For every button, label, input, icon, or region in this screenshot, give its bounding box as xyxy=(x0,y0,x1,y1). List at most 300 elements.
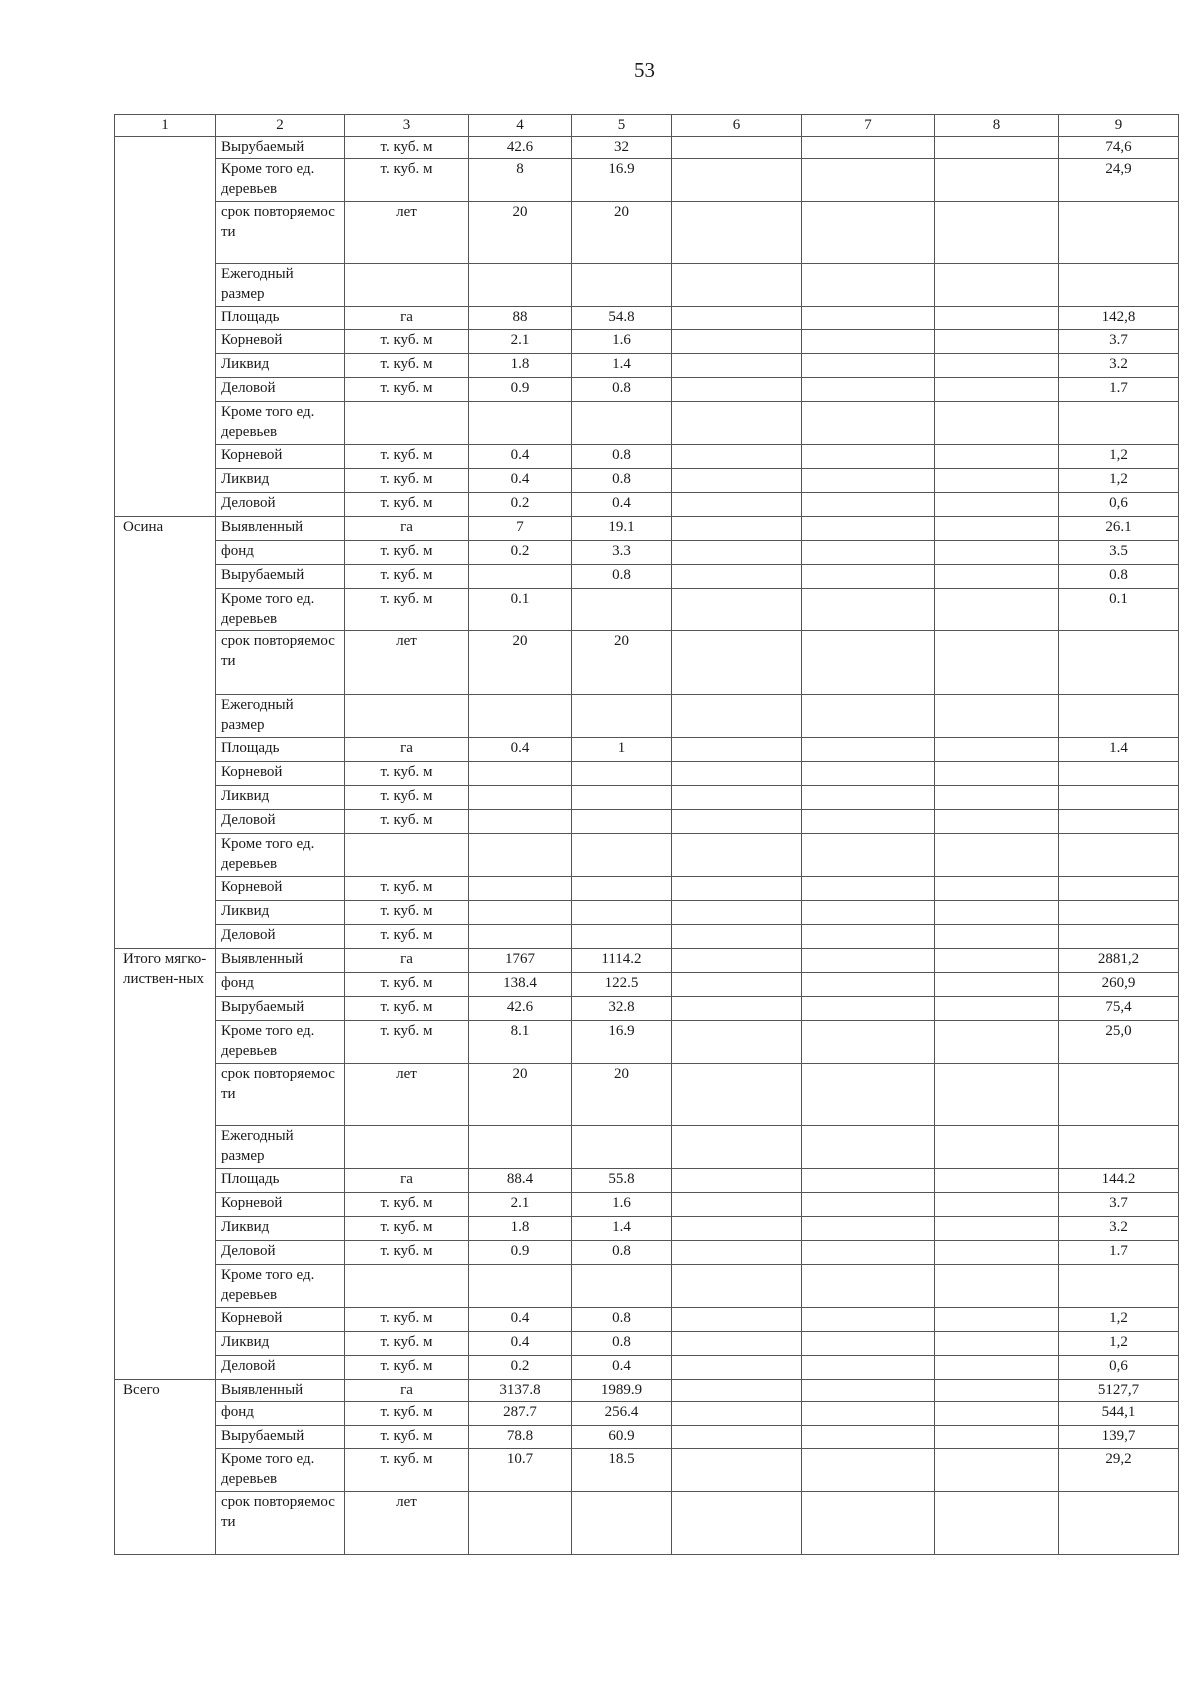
empty-col-7 xyxy=(802,901,935,925)
row-label: Кроме того ед. деревьев xyxy=(216,1449,345,1492)
empty-col-8 xyxy=(935,877,1059,901)
empty-col-8 xyxy=(935,810,1059,834)
value-col-4: 88 xyxy=(469,307,572,330)
empty-col-8 xyxy=(935,1356,1059,1380)
value-col-4: 88.4 xyxy=(469,1169,572,1193)
table-row xyxy=(115,541,1179,565)
unit-cell: т. куб. м xyxy=(345,378,469,402)
row-label: Вырубаемый xyxy=(216,137,345,159)
value-col-4: 1.8 xyxy=(469,1217,572,1241)
table-row xyxy=(115,997,1179,1021)
value-col-4: 138.4 xyxy=(469,973,572,997)
empty-col-8 xyxy=(935,1332,1059,1356)
value-col-9 xyxy=(1059,202,1179,264)
empty-col-7 xyxy=(802,631,935,695)
column-header: 2 xyxy=(216,115,345,137)
unit-cell: т. куб. м xyxy=(345,877,469,901)
value-col-9 xyxy=(1059,402,1179,445)
empty-col-6 xyxy=(672,1217,802,1241)
empty-col-8 xyxy=(935,402,1059,445)
empty-col-6 xyxy=(672,202,802,264)
value-col-4: 0.9 xyxy=(469,378,572,402)
unit-cell: т. куб. м xyxy=(345,810,469,834)
table-row xyxy=(115,307,1179,330)
empty-col-8 xyxy=(935,565,1059,589)
empty-col-8 xyxy=(935,202,1059,264)
unit-cell: т. куб. м xyxy=(345,925,469,949)
empty-col-7 xyxy=(802,493,935,517)
empty-col-8 xyxy=(935,469,1059,493)
unit-cell xyxy=(345,264,469,307)
table-row xyxy=(115,973,1179,997)
table-row xyxy=(115,1356,1179,1380)
value-col-4: 0.4 xyxy=(469,445,572,469)
value-col-4 xyxy=(469,1265,572,1308)
table-row xyxy=(115,925,1179,949)
empty-col-6 xyxy=(672,378,802,402)
value-col-9 xyxy=(1059,786,1179,810)
empty-col-6 xyxy=(672,1402,802,1426)
unit-cell: т. куб. м xyxy=(345,1332,469,1356)
value-col-9: 29,2 xyxy=(1059,1449,1179,1492)
empty-col-8 xyxy=(935,307,1059,330)
table-row xyxy=(115,762,1179,786)
value-col-9: 3.5 xyxy=(1059,541,1179,565)
row-label: Кроме того ед. деревьев xyxy=(216,402,345,445)
empty-col-6 xyxy=(672,810,802,834)
value-col-9: 139,7 xyxy=(1059,1426,1179,1449)
value-col-4: 0.4 xyxy=(469,1308,572,1332)
empty-col-6 xyxy=(672,877,802,901)
empty-col-7 xyxy=(802,589,935,631)
value-col-5: 1.4 xyxy=(572,1217,672,1241)
row-label: Деловой xyxy=(216,378,345,402)
unit-cell: т. куб. м xyxy=(345,1193,469,1217)
empty-col-6 xyxy=(672,949,802,973)
value-col-9: 0,6 xyxy=(1059,1356,1179,1380)
unit-cell xyxy=(345,1126,469,1169)
row-label: срок повторяемос ти xyxy=(216,1064,345,1126)
row-label: Кроме того ед. деревьев xyxy=(216,159,345,202)
empty-col-8 xyxy=(935,1193,1059,1217)
value-col-5: 20 xyxy=(572,1064,672,1126)
empty-col-6 xyxy=(672,517,802,541)
empty-col-7 xyxy=(802,402,935,445)
value-col-9 xyxy=(1059,631,1179,695)
value-col-9: 1.4 xyxy=(1059,738,1179,762)
value-col-9: 26.1 xyxy=(1059,517,1179,541)
row-label: Выявленный xyxy=(216,949,345,973)
empty-col-8 xyxy=(935,1308,1059,1332)
empty-col-6 xyxy=(672,1241,802,1265)
empty-col-7 xyxy=(802,1064,935,1126)
empty-col-7 xyxy=(802,1449,935,1492)
empty-col-7 xyxy=(802,1241,935,1265)
row-label: Выявленный xyxy=(216,517,345,541)
empty-col-7 xyxy=(802,1265,935,1308)
empty-col-6 xyxy=(672,354,802,378)
table-row xyxy=(115,631,1179,695)
value-col-4: 78.8 xyxy=(469,1426,572,1449)
table-row xyxy=(115,810,1179,834)
row-label: срок повторяемос ти xyxy=(216,1492,345,1555)
value-col-4 xyxy=(469,264,572,307)
row-label: Корневой xyxy=(216,1308,345,1332)
value-col-4 xyxy=(469,810,572,834)
table-row xyxy=(115,1021,1179,1064)
unit-cell: га xyxy=(345,949,469,973)
unit-cell: лет xyxy=(345,1492,469,1555)
column-number-row xyxy=(115,115,1179,137)
unit-cell: т. куб. м xyxy=(345,493,469,517)
empty-col-8 xyxy=(935,786,1059,810)
value-col-5 xyxy=(572,589,672,631)
row-label: Ежегодный размер xyxy=(216,264,345,307)
empty-col-7 xyxy=(802,1332,935,1356)
species-group-label: Всего xyxy=(115,1380,216,1555)
empty-col-8 xyxy=(935,1021,1059,1064)
value-col-9 xyxy=(1059,834,1179,877)
species-group-label: Осина xyxy=(115,517,216,949)
row-label: Ежегодный размер xyxy=(216,1126,345,1169)
table-row xyxy=(115,378,1179,402)
empty-col-6 xyxy=(672,738,802,762)
table-row xyxy=(115,159,1179,202)
table-row xyxy=(115,1241,1179,1265)
empty-col-8 xyxy=(935,695,1059,738)
value-col-4 xyxy=(469,877,572,901)
table-row xyxy=(115,738,1179,762)
unit-cell: т. куб. м xyxy=(345,469,469,493)
row-label: Площадь xyxy=(216,307,345,330)
unit-cell: т. куб. м xyxy=(345,1217,469,1241)
value-col-5: 20 xyxy=(572,631,672,695)
row-label: Ликвид xyxy=(216,786,345,810)
row-label: Кроме того ед. деревьев xyxy=(216,589,345,631)
unit-cell xyxy=(345,1265,469,1308)
empty-col-7 xyxy=(802,925,935,949)
value-col-9: 3.2 xyxy=(1059,354,1179,378)
table-row xyxy=(115,469,1179,493)
empty-col-7 xyxy=(802,695,935,738)
empty-col-6 xyxy=(672,1064,802,1126)
value-col-9: 2881,2 xyxy=(1059,949,1179,973)
empty-col-8 xyxy=(935,1402,1059,1426)
empty-col-6 xyxy=(672,695,802,738)
empty-col-8 xyxy=(935,1449,1059,1492)
value-col-5 xyxy=(572,1265,672,1308)
value-col-5: 32 xyxy=(572,137,672,159)
value-col-4: 7 xyxy=(469,517,572,541)
table-row xyxy=(115,786,1179,810)
unit-cell: т. куб. м xyxy=(345,330,469,354)
row-label: Ликвид xyxy=(216,1332,345,1356)
empty-col-7 xyxy=(802,1193,935,1217)
empty-col-8 xyxy=(935,1064,1059,1126)
value-col-4: 0.9 xyxy=(469,1241,572,1265)
row-label: Ликвид xyxy=(216,354,345,378)
value-col-4: 42.6 xyxy=(469,997,572,1021)
row-label: Корневой xyxy=(216,1193,345,1217)
table-row xyxy=(115,330,1179,354)
row-label: фонд xyxy=(216,973,345,997)
table-row xyxy=(115,1064,1179,1126)
empty-col-7 xyxy=(802,354,935,378)
value-col-9: 25,0 xyxy=(1059,1021,1179,1064)
value-col-4 xyxy=(469,925,572,949)
table-row xyxy=(115,1126,1179,1169)
empty-col-6 xyxy=(672,264,802,307)
value-col-4: 2.1 xyxy=(469,1193,572,1217)
table-row xyxy=(115,1426,1179,1449)
value-col-9: 74,6 xyxy=(1059,137,1179,159)
unit-cell: т. куб. м xyxy=(345,1356,469,1380)
value-col-9: 0,6 xyxy=(1059,493,1179,517)
value-col-9 xyxy=(1059,901,1179,925)
table-row xyxy=(115,1449,1179,1492)
table-row xyxy=(115,137,1179,159)
table-row xyxy=(115,1265,1179,1308)
unit-cell: лет xyxy=(345,202,469,264)
table-row xyxy=(115,1217,1179,1241)
empty-col-7 xyxy=(802,469,935,493)
empty-col-7 xyxy=(802,738,935,762)
value-col-5: 0.8 xyxy=(572,565,672,589)
table-row xyxy=(115,202,1179,264)
value-col-9: 544,1 xyxy=(1059,1402,1179,1426)
table-row xyxy=(115,1380,1179,1402)
row-label: Кроме того ед. деревьев xyxy=(216,1021,345,1064)
value-col-4: 8 xyxy=(469,159,572,202)
value-col-4: 20 xyxy=(469,1064,572,1126)
value-col-4 xyxy=(469,1492,572,1555)
empty-col-8 xyxy=(935,1426,1059,1449)
value-col-5: 54.8 xyxy=(572,307,672,330)
empty-col-7 xyxy=(802,1217,935,1241)
value-col-4 xyxy=(469,901,572,925)
unit-cell: т. куб. м xyxy=(345,354,469,378)
value-col-5: 55.8 xyxy=(572,1169,672,1193)
empty-col-7 xyxy=(802,159,935,202)
empty-col-8 xyxy=(935,1126,1059,1169)
empty-col-6 xyxy=(672,901,802,925)
empty-col-6 xyxy=(672,565,802,589)
value-col-5: 0.8 xyxy=(572,469,672,493)
empty-col-7 xyxy=(802,786,935,810)
unit-cell: т. куб. м xyxy=(345,1021,469,1064)
unit-cell: т. куб. м xyxy=(345,1308,469,1332)
value-col-4 xyxy=(469,402,572,445)
value-col-5: 3.3 xyxy=(572,541,672,565)
empty-col-7 xyxy=(802,565,935,589)
row-label: Корневой xyxy=(216,445,345,469)
table-row xyxy=(115,264,1179,307)
row-label: Деловой xyxy=(216,493,345,517)
empty-col-6 xyxy=(672,493,802,517)
value-col-9: 260,9 xyxy=(1059,973,1179,997)
empty-col-8 xyxy=(935,925,1059,949)
empty-col-6 xyxy=(672,1126,802,1169)
value-col-5: 0.4 xyxy=(572,1356,672,1380)
value-col-9: 3.2 xyxy=(1059,1217,1179,1241)
value-col-5 xyxy=(572,695,672,738)
row-label: Кроме того ед. деревьев xyxy=(216,1265,345,1308)
column-header: 4 xyxy=(469,115,572,137)
value-col-5: 32.8 xyxy=(572,997,672,1021)
unit-cell: т. куб. м xyxy=(345,1402,469,1426)
empty-col-8 xyxy=(935,1241,1059,1265)
value-col-5: 0.8 xyxy=(572,1241,672,1265)
empty-col-8 xyxy=(935,1217,1059,1241)
empty-col-6 xyxy=(672,330,802,354)
value-col-4: 8.1 xyxy=(469,1021,572,1064)
table-row xyxy=(115,493,1179,517)
empty-col-7 xyxy=(802,1126,935,1169)
empty-col-6 xyxy=(672,1265,802,1308)
row-label: фонд xyxy=(216,1402,345,1426)
species-group-label: Итого мягко-листвен-ных xyxy=(115,949,216,1380)
row-label: Деловой xyxy=(216,925,345,949)
table-row xyxy=(115,1308,1179,1332)
unit-cell xyxy=(345,402,469,445)
row-label: Ликвид xyxy=(216,469,345,493)
value-col-5: 256.4 xyxy=(572,1402,672,1426)
empty-col-6 xyxy=(672,1426,802,1449)
value-col-5: 60.9 xyxy=(572,1426,672,1449)
value-col-5 xyxy=(572,810,672,834)
value-col-4: 10.7 xyxy=(469,1449,572,1492)
value-col-4: 0.2 xyxy=(469,541,572,565)
value-col-9: 5127,7 xyxy=(1059,1380,1179,1402)
value-col-5: 0.8 xyxy=(572,1332,672,1356)
table-row xyxy=(115,1402,1179,1426)
value-col-5: 19.1 xyxy=(572,517,672,541)
empty-col-6 xyxy=(672,469,802,493)
table-row xyxy=(115,445,1179,469)
table-row xyxy=(115,901,1179,925)
value-col-5: 0.4 xyxy=(572,493,672,517)
row-label: Ликвид xyxy=(216,901,345,925)
value-col-4 xyxy=(469,1126,572,1169)
page-number: 53 xyxy=(634,58,655,82)
empty-col-8 xyxy=(935,949,1059,973)
value-col-9: 24,9 xyxy=(1059,159,1179,202)
empty-col-7 xyxy=(802,997,935,1021)
value-col-4 xyxy=(469,834,572,877)
value-col-5: 0.8 xyxy=(572,378,672,402)
empty-col-7 xyxy=(802,973,935,997)
value-col-5 xyxy=(572,762,672,786)
unit-cell: т. куб. м xyxy=(345,786,469,810)
row-label: Деловой xyxy=(216,810,345,834)
empty-col-6 xyxy=(672,1449,802,1492)
value-col-4: 3137.8 xyxy=(469,1380,572,1402)
value-col-9 xyxy=(1059,925,1179,949)
column-header: 5 xyxy=(572,115,672,137)
empty-col-6 xyxy=(672,1021,802,1064)
unit-cell: т. куб. м xyxy=(345,1449,469,1492)
value-col-4: 20 xyxy=(469,631,572,695)
unit-cell: т. куб. м xyxy=(345,565,469,589)
unit-cell: т. куб. м xyxy=(345,901,469,925)
empty-col-8 xyxy=(935,493,1059,517)
empty-col-6 xyxy=(672,541,802,565)
value-col-4: 0.4 xyxy=(469,469,572,493)
unit-cell: т. куб. м xyxy=(345,1426,469,1449)
empty-col-6 xyxy=(672,762,802,786)
table-row xyxy=(115,1169,1179,1193)
empty-col-6 xyxy=(672,159,802,202)
value-col-4: 0.2 xyxy=(469,1356,572,1380)
unit-cell: га xyxy=(345,1169,469,1193)
unit-cell: т. куб. м xyxy=(345,1241,469,1265)
value-col-9: 144.2 xyxy=(1059,1169,1179,1193)
column-header: 7 xyxy=(802,115,935,137)
value-col-4: 42.6 xyxy=(469,137,572,159)
empty-col-7 xyxy=(802,810,935,834)
empty-col-6 xyxy=(672,402,802,445)
empty-col-6 xyxy=(672,307,802,330)
empty-col-6 xyxy=(672,786,802,810)
row-label: Ежегодный размер xyxy=(216,695,345,738)
column-header: 1 xyxy=(115,115,216,137)
empty-col-7 xyxy=(802,1492,935,1555)
empty-col-7 xyxy=(802,877,935,901)
value-col-9 xyxy=(1059,1126,1179,1169)
empty-col-8 xyxy=(935,762,1059,786)
value-col-9: 1.7 xyxy=(1059,378,1179,402)
unit-cell: га xyxy=(345,517,469,541)
empty-col-7 xyxy=(802,1308,935,1332)
unit-cell: т. куб. м xyxy=(345,159,469,202)
value-col-5 xyxy=(572,1126,672,1169)
column-header: 8 xyxy=(935,115,1059,137)
empty-col-7 xyxy=(802,1380,935,1402)
empty-col-7 xyxy=(802,330,935,354)
value-col-4 xyxy=(469,786,572,810)
empty-col-6 xyxy=(672,925,802,949)
unit-cell: т. куб. м xyxy=(345,997,469,1021)
value-col-5 xyxy=(572,901,672,925)
row-label: Корневой xyxy=(216,877,345,901)
table-row xyxy=(115,589,1179,631)
empty-col-8 xyxy=(935,1492,1059,1555)
value-col-9 xyxy=(1059,1492,1179,1555)
unit-cell xyxy=(345,695,469,738)
forest-data-table xyxy=(114,114,1179,1555)
empty-col-8 xyxy=(935,541,1059,565)
row-label: Деловой xyxy=(216,1241,345,1265)
value-col-9: 142,8 xyxy=(1059,307,1179,330)
row-label: Вырубаемый xyxy=(216,565,345,589)
table-body xyxy=(115,137,1179,1555)
empty-col-8 xyxy=(935,901,1059,925)
empty-col-7 xyxy=(802,378,935,402)
empty-col-8 xyxy=(935,1265,1059,1308)
row-label: срок повторяемос ти xyxy=(216,202,345,264)
value-col-5: 1989.9 xyxy=(572,1380,672,1402)
unit-cell: т. куб. м xyxy=(345,589,469,631)
row-label: Вырубаемый xyxy=(216,997,345,1021)
value-col-5 xyxy=(572,402,672,445)
value-col-5 xyxy=(572,264,672,307)
empty-col-8 xyxy=(935,445,1059,469)
value-col-9: 0.8 xyxy=(1059,565,1179,589)
row-label: Вырубаемый xyxy=(216,1426,345,1449)
empty-col-7 xyxy=(802,445,935,469)
value-col-5 xyxy=(572,786,672,810)
value-col-4: 1767 xyxy=(469,949,572,973)
